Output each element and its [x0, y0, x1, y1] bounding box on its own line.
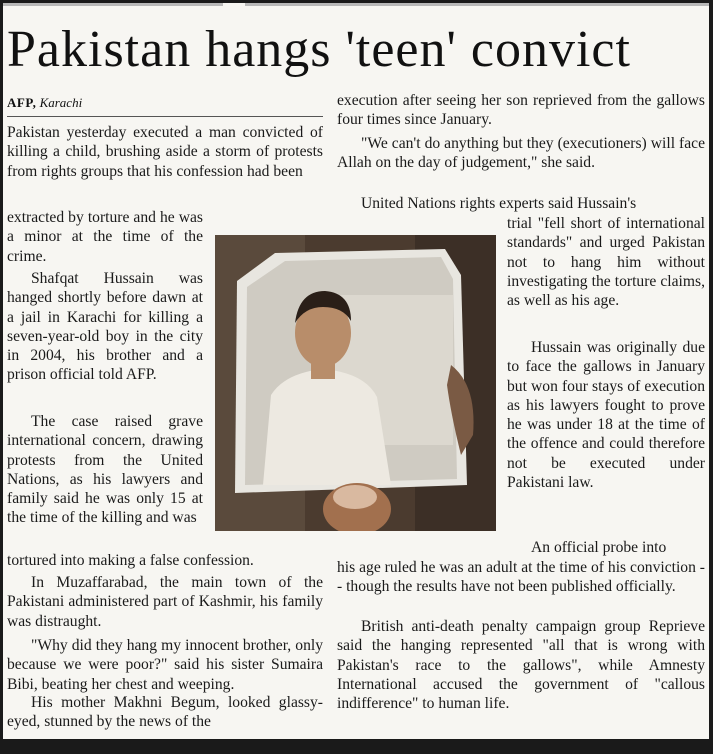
byline: [7, 95, 82, 111]
col2-paragraph-4: Hussain was originally due to face the gallows in January but won four stays of execution as his lawyers fought to prove he was under 18 at the time of the offence and could therefore not be executed under Pakistani law.: [507, 339, 705, 492]
photo-image: [215, 235, 496, 531]
byline-rule: [7, 116, 323, 117]
byline-agency: AFP,: [7, 95, 37, 110]
col2-paragraph-5: An official probe into: [531, 539, 667, 556]
top-rule: [3, 3, 709, 6]
newspaper-clipping: [3, 3, 709, 739]
col2-paragraph-3-cont: trial "fell short of international standards" and urged Pakistan not to hang him without investigating the torture claims, as well as his age.: [507, 215, 705, 310]
col1-paragraph-5: "Why did they hang my innocent brother, only because we were poor?" said his sister Sumaira Bibi, beating her chest and weeping.: [7, 637, 323, 693]
headline: Pakistan hangs 'teen' convict: [7, 21, 631, 78]
col1-paragraph-3: The case raised grave international concern, drawing protests from the United Nations, as his lawyers and family said he was only 15 at the time of the killing and was: [7, 413, 203, 527]
col1-paragraph-1: Pakistan yesterday executed a man convicted of killing a child, brushing aside a storm of protests from rights groups that his confession had been: [7, 124, 323, 180]
col2-paragraph-6: British anti-death penalty campaign group Reprieve said the hanging represented "all that is wrong with Pakistan's race to the gallows", while Amnesty International accused the government of "callous indifference" to human life.: [337, 618, 705, 713]
col2-paragraph-3: United Nations rights experts said Hussain's: [361, 195, 637, 212]
news-photo: [215, 235, 496, 531]
col1-paragraph-2: Shafqat Hussain was hanged shortly before dawn at a jail in Karachi for killing a seven-year-old boy in the city in 2004, his brother and a prison official told AFP.: [7, 270, 203, 384]
col1-paragraph-6: His mother Makhni Begum, looked glassy-eyed, stunned by the news of the: [7, 694, 323, 731]
col1-paragraph-4: In Muzaffarabad, the main town of the Pakistani administered part of Kashmir, his family was distraught.: [7, 574, 323, 630]
col2-paragraph-5-cont: his age ruled he was an adult at the time of his conviction -- though the results have not been published officially.: [337, 559, 705, 596]
byline-place: Karachi: [39, 95, 83, 110]
col1-paragraph-1-cont: extracted by torture and he was a minor at the time of the crime.: [7, 209, 203, 265]
col2-paragraph-2: "We can't do anything but they (executioners) will face Allah on the day of judgement," she said.: [337, 135, 705, 172]
col2-paragraph-1: execution after seeing her son reprieved from the gallows four times since January.: [337, 92, 705, 129]
col1-paragraph-3-cont: tortured into making a false confession.: [7, 552, 254, 569]
